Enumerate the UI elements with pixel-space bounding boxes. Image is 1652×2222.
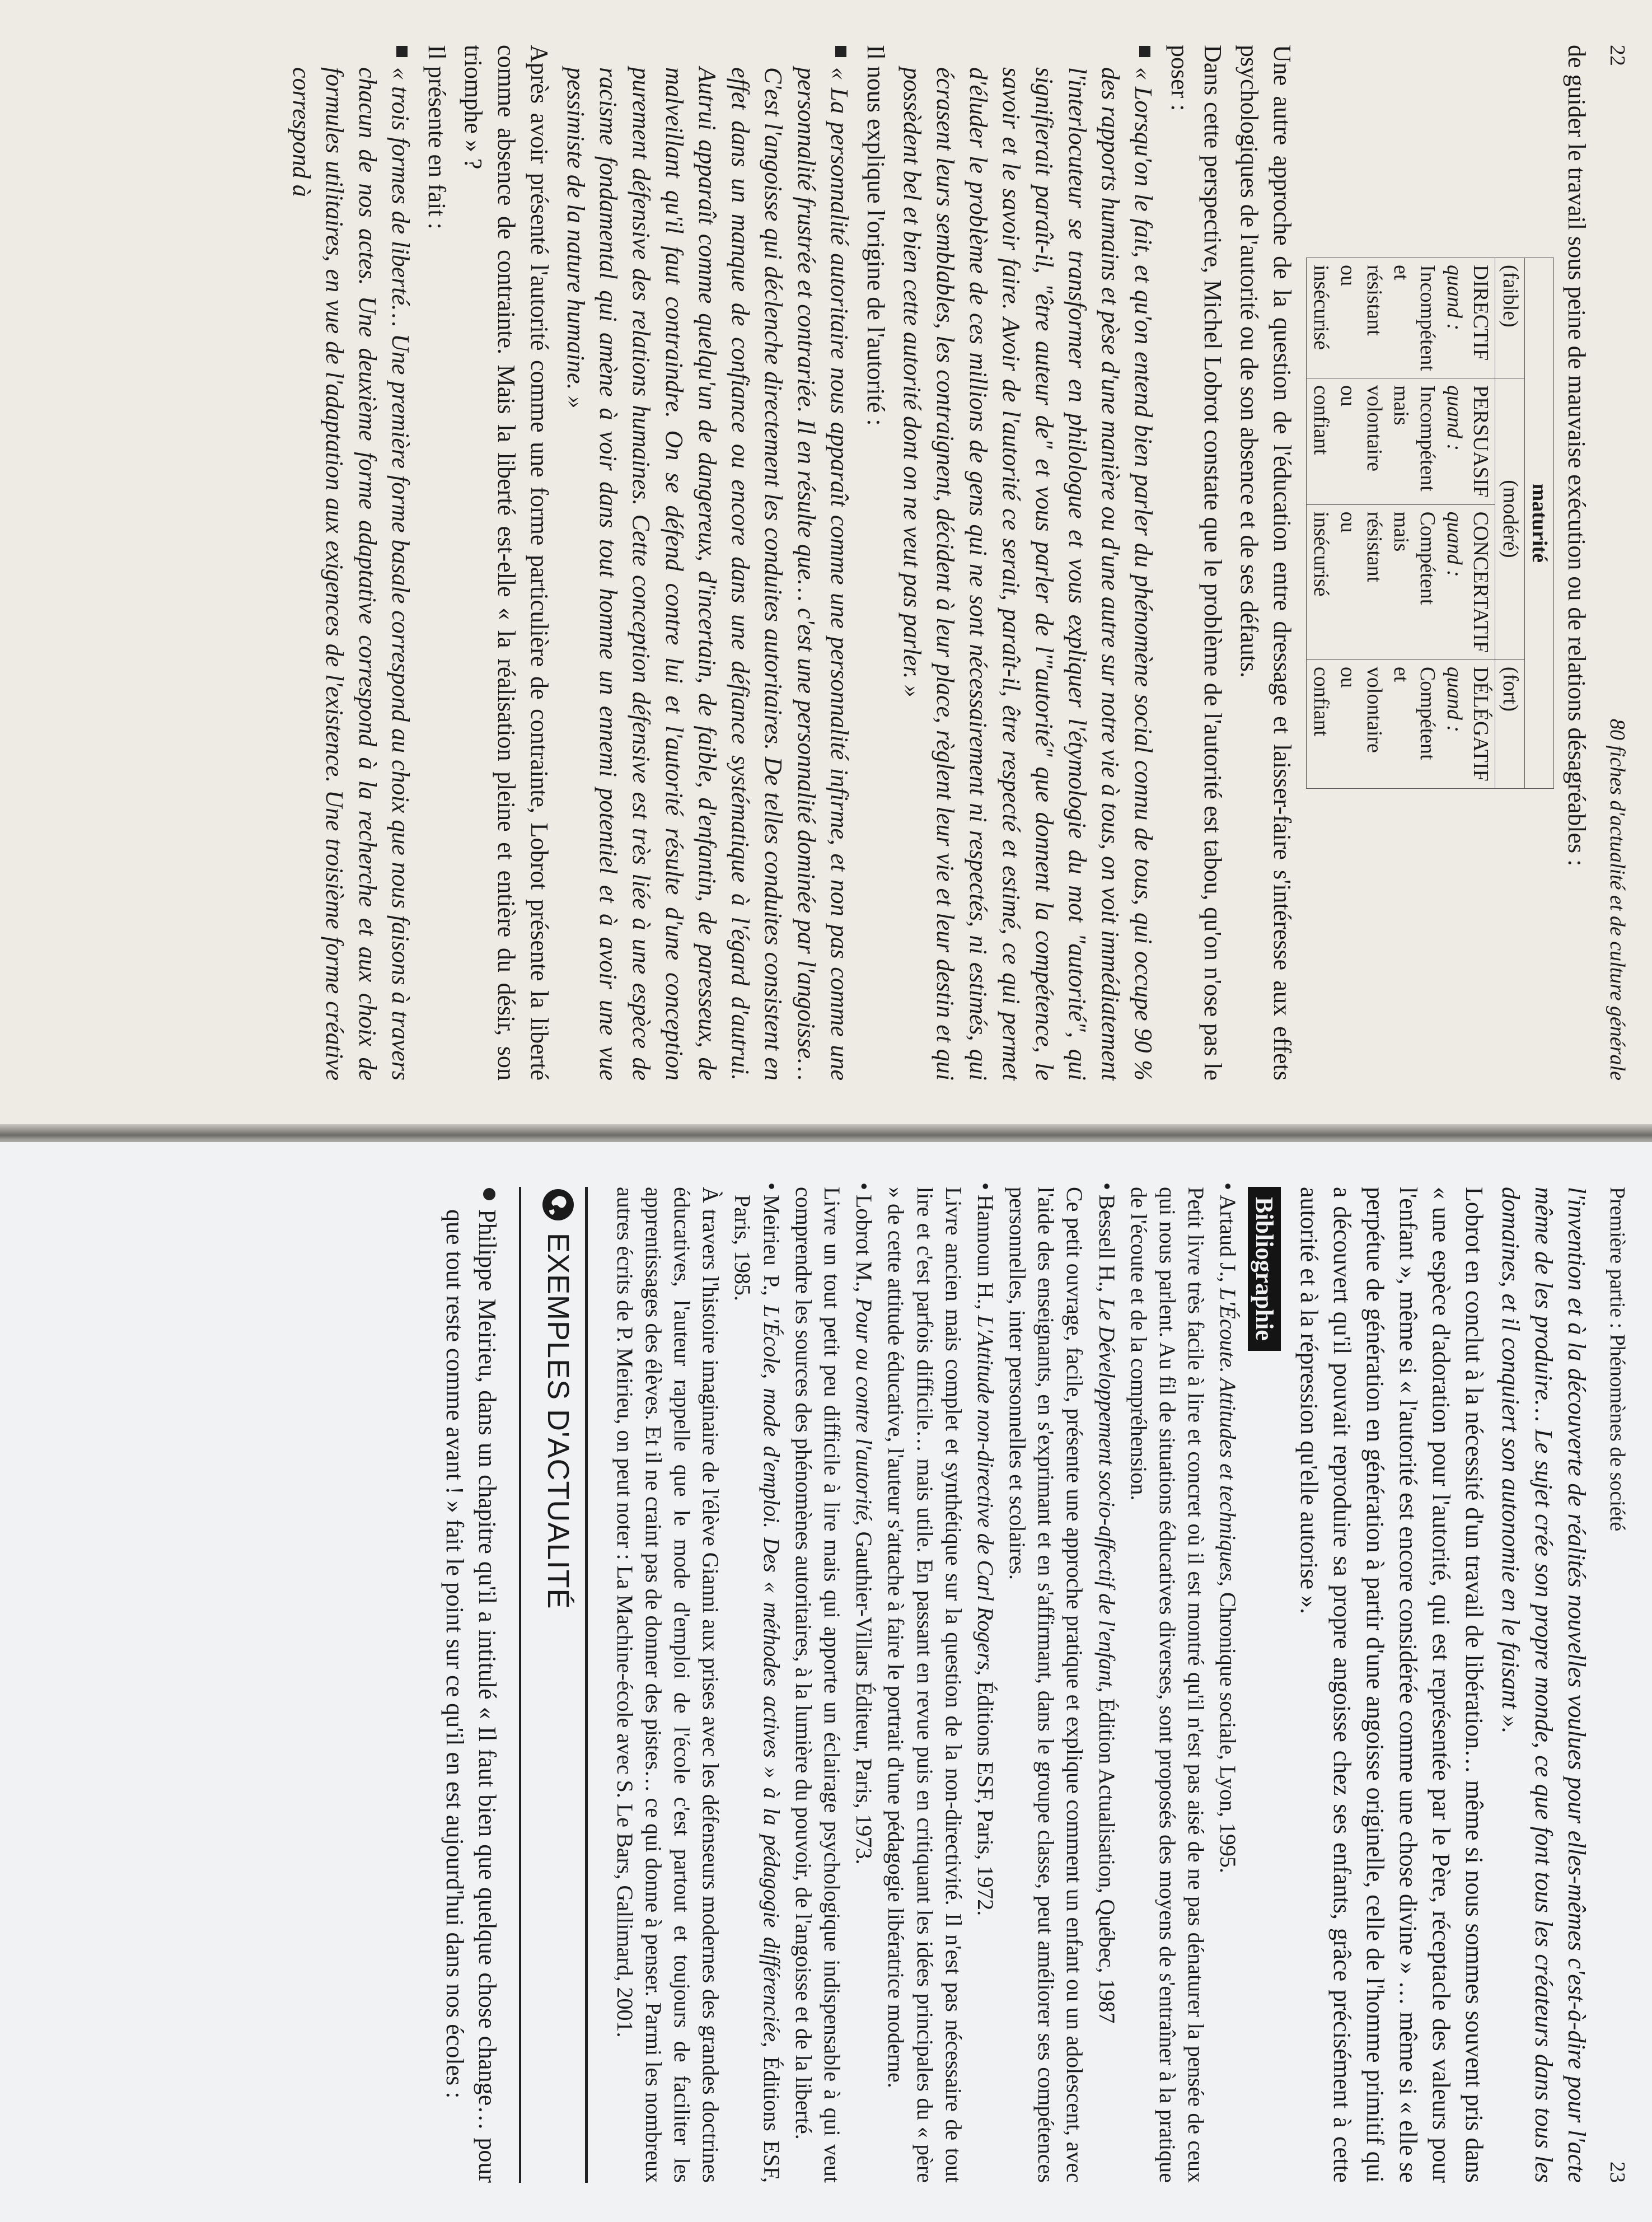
level-cell: (modéré) [1495, 378, 1525, 659]
exemples-heading [540, 1187, 576, 2183]
bibliography-entry: • Lobrot M., Pour ou contre l'autorité, Gauthier-Villars Éditeur, Paris, 1973. [850, 1187, 878, 2183]
running-head-title: 80 fiches d'actualité et de culture générale [1606, 718, 1629, 1080]
paragraph: Après avoir présenté l'autorité comme une forme particulière de contrainte, Lobrot présente la liberté comme absence de contrainte. Mais la liberté est-elle « la réalisation pleine et entière du désir, son triomphe » ? [459, 45, 553, 1080]
paragraph: Lobrot en conclut à la nécessité d'un travail de libération… même si nous sommes souvent pris dans « une espèce d'adoration pour l'autorité, qui est représentée par le Père, réceptacle des valeurs pour l'enfant », même si « l'autorité est encore considérée comme une chose divine » … même si « elle se perpétue de génération en génération à partir d'une angoisse originelle, celle de l'homme primitif qui a découvert qu'il pouvait reproduire sa propre angoisse chez ses enfants, grâce précisément à cette autorité et à la répression qu'elle autorise ». [1295, 1187, 1489, 2183]
bibliography-entry: • Meirieu P., L'École, mode d'emploi. Des « méthodes actives » à la pédagogie différenciée, Éditions ESF, Paris, 1985. [728, 1187, 785, 2183]
level-cell: (faible) [1495, 258, 1525, 378]
table-cell: DIRECTIF quand : Incompétent et résistant ou insécurisé [1306, 258, 1495, 378]
paragraph: Une autre approche de la question de l'éducation entre dressage et laisser-faire s'intéresse aux effets psychologiques de l'autorité ou de son absence et de ses défauts. [1235, 45, 1296, 1080]
table-cell: PERSUASIF quand : Incompétent mais volontaire ou confiant [1306, 378, 1495, 504]
bibliography-entry: • Bessell H., Le Développement socio-affectif de l'enfant, Édition Actualisation, Québec, 1987 [1092, 1187, 1121, 2183]
paragraph: de guider le travail sous peine de mauvaise exécution ou de relations désagréables : [1563, 45, 1590, 867]
quote-lobrot-2: « La personnalité autoritaire nous apparaît comme une personnalité infirme, et non pas comme une personnalité frustrée et contrariée. Il en résulte que… c'est une personnalité dominée par l'angoisse… C'est l'angoisse qui déclenche directement les conduites autoritaires. De telles conduites consistent en effet dans un manque de confiance ou encore dans une défiance systématique à l'égard d'autrui. Autrui apparaît comme quelqu'un de dangereux, d'incertain, de faible, d'enfantin, de paresseux, de malveillant qu'il faut contraindre. On se défend contre lui et l'autorité résulte d'une conception purement défensive des relations humaines. Cette conception défensive est très liée à une espèce de racisme fondamental qui amène à voir dans tout homme un ennemi potentiel et à avoir une vue pessimiste de la nature humaine. » [559, 45, 856, 1080]
running-header [1605, 45, 1630, 1080]
bibliography-description: À travers l'histoire imaginaire de l'élève Gianni aux prises avec les défenseurs modernes des grandes doctrines éducatives, l'auteur rappelle que le mode d'emploi de l'école c'est partout et toujours de faciliter les apprentissages des élèves. Et il ne craint pas de donner des pistes… ce qui donne à penser. Parmi les nombreux autres écrits de P. Meirieu, on peut noter : La Machine-école avec S. Le Bars, Gallimard, 2001. [612, 1187, 724, 2183]
level-cell: (fort) [1495, 659, 1525, 788]
quote-lobrot-1: « Lorsqu'on le fait, et qu'on entend bien parler du phénomène social connu de tous, qui occupe 90 % des rapports humains et pèse d'une manière ou d'une autre sur notre vie à tous, on voit immédiatement l'interlocuteur se transformer en philologue et vous expliquer l'étymologie du mot "autorité", qui signifierait paraît-il, "être auteur de" et vous parler de l'"autorité" que donnent la compétence, le savoir et le savoir faire. Avoir de l'autorité ce serait, paraît-il, être respecté et estimé, ce qui permet d'éluder le problème de ces millions de gens qui ne sont nécessairement ni respectés, ni estimés, qui écrasent leurs semblables, les contraignent, décident à leur place, règlent leur vie et leur destin et qui possèdent bel et bien cette autorité dont on ne veut pas parler. » [895, 45, 1159, 1080]
running-head-title: Première partie : Phénomènes de société [1606, 1187, 1629, 1532]
page-number: 22 [1606, 45, 1629, 66]
paragraph: Il présente en fait : [423, 45, 451, 230]
bibliography-description: Livre un tout petit peu difficile à lire mais qui apporte un éclairage psychologique indispensable à qui veut comprendre les sources des phénomènes autoritaires, à la lumière du pouvoir, de l'angoisse et de la liberté. [790, 1187, 845, 2183]
bibliography-entry: • Hannoun H., L'Attitude non-directive de Carl Rogers, Éditions ESF, Paris, 1972. [971, 1187, 1000, 2183]
bibliography-description: Livre ancien mais complet et synthétique sur la question de la non-directivité. Il n'est pas nécessaire de tout lire et c'est parfois difficile… mais utile. En passant en revue puis en critiquant les idées principales du « père » de cette attitude éducative, l'auteur s'attache à faire le portrait d'une pédagogie libératrice moderne. [883, 1187, 966, 2183]
bibliography-description: Ce petit ouvrage, facile, présente une approche pratique et explique comment un enfant ou un adolescent, avec l'aide des enseignants, en s'exprimant et en s'affirmant, dans le groupe classe, peut améliorer ses compétences personnelles, inter personnelles et scolaires. [1005, 1187, 1088, 2183]
bibliography-description: Petit livre très facile à lire et concret où il est montré qu'il n'est pas aisé de ne pas dénaturer la pensée de ceux qui nous parlent. Au fil de situations éducatives diverses, sont proposés des moyens de s'entraîner à la pratique de l'écoute et de la compréhension. [1126, 1187, 1209, 2183]
running-header [1605, 1187, 1630, 2183]
section-divider [519, 1187, 521, 2183]
page-number: 23 [1606, 2162, 1629, 2183]
quote-lobrot-3: « trois formes de liberté… Une première forme basale correspond au choix que nous faisons à travers chacun de nos actes. Une deuxième forme adaptative correspond à la recherche et aux choix de formules utilitaires, en vue de l'adaptation aux exigences de l'existence. Une troisième forme créative correspond à [284, 45, 416, 1080]
maturity-table [1306, 258, 1555, 789]
bibliography-entry: • Artaud J., L'Écoute. Attitudes et techniques, Chronique sociale, Lyon, 1995. [1214, 1187, 1242, 2183]
globe-icon [540, 1187, 576, 1223]
table-title: maturité [1524, 258, 1554, 789]
paragraph: Dans cette perspective, Michel Lobrot constate que le problème de l'autorité est tabou, qu'on n'ose pas le poser : [1166, 45, 1227, 1080]
paragraph: Philippe Meirieu, dans un chapitre qu'il a intitulé « Il faut bien que quelque chose change… pour que tout reste comme avant ! » fait le point sur ce qu'il en est aujourd'hui dans nos écoles : [438, 1187, 504, 2183]
right-page [0, 1142, 1652, 2222]
paragraph: l'invention et à la découverte de réalités nouvelles voulues pour elles-mêmes c'est-à-dire pour l'acte même de les produire… Le sujet crée son propre monde, ce que font tous les créateurs dans tous les domaines, et il conquiert son autonomie en le faisant ». [1497, 1187, 1590, 2183]
table-cell: CONCERTATIF quand : Compétent mais résistant ou insécurisé [1306, 504, 1495, 659]
paragraph: Il nous explique l'origine de l'autorité : [862, 45, 890, 426]
exemples-title: EXEMPLES D'ACTUALITÉ [541, 1233, 575, 1610]
table-cell: DÉLÉGATIF quand : Compétent et volontaire ou confiant [1306, 659, 1495, 788]
bibliography-heading: Bibliographie [1248, 1187, 1281, 1351]
section-divider [585, 1187, 588, 2183]
bibliography-list [610, 1187, 1242, 2183]
